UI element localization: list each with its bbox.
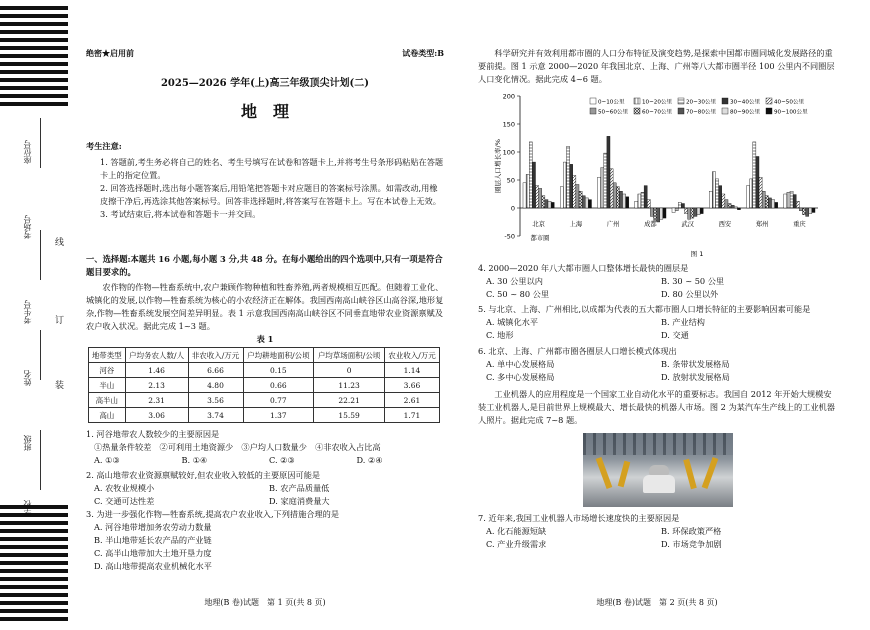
legend-label: 0~10公里 — [598, 99, 625, 106]
y-axis-label: 圈层人口增长率/% — [494, 139, 502, 193]
bar — [697, 208, 700, 215]
bind-mark-staple: 订 — [55, 316, 65, 326]
legend-swatch — [590, 98, 596, 104]
bar — [576, 184, 579, 208]
x-tick-label: 北京 — [532, 221, 545, 228]
bar — [747, 186, 750, 208]
bar — [709, 191, 712, 208]
bar — [768, 198, 771, 208]
q4-option-d[interactable]: D. 80 公里以外 — [661, 289, 719, 299]
x-tick-label: 武汉 — [681, 221, 694, 228]
x-tick-label: 重庆 — [793, 221, 806, 228]
field-class: 班级 — [23, 435, 32, 451]
table-header: 农业收入/万元 — [384, 348, 439, 363]
legend-label: 20~30公里 — [686, 99, 717, 106]
bar — [579, 191, 582, 208]
bar — [560, 187, 563, 208]
bar — [545, 200, 548, 208]
y-tick-label: 100 — [502, 148, 515, 157]
notes-list — [100, 156, 444, 221]
bar — [728, 204, 731, 208]
legend-swatch — [634, 98, 640, 104]
bar — [691, 208, 694, 218]
legend-swatch — [766, 108, 772, 114]
bar — [638, 194, 641, 208]
question-5 — [478, 303, 836, 342]
bind-mark-line: 线 — [55, 238, 65, 248]
q2-option-c[interactable]: C. 交通可达性差 — [94, 496, 155, 506]
question-1 — [86, 428, 444, 467]
q2-stem: 2. 高山地带农业资源禀赋较好,但农业收入较低的主要原因可能是 — [86, 470, 321, 480]
bar — [601, 168, 604, 208]
q1-options — [86, 454, 444, 467]
q6-option-c[interactable]: C. 多中心发展格局 — [486, 372, 555, 382]
q5-option-d[interactable]: D. 交通 — [661, 330, 689, 340]
note-3: 3. 考试结束后,将本试卷和答题卡一并交回。 — [100, 209, 261, 219]
table-header: 非农收入/万元 — [188, 348, 243, 363]
bar — [765, 196, 768, 208]
bar — [803, 208, 806, 215]
binding-strip — [0, 0, 70, 630]
q1-option-d[interactable]: D. ②④ — [356, 455, 383, 465]
bar — [616, 187, 619, 208]
table-row: 河谷 1.46 6.66 0.15 0 1.14 — [89, 363, 440, 378]
top-stripes — [0, 6, 68, 110]
bar — [753, 142, 756, 208]
q7-option-a[interactable]: A. 化石能源短缺 — [486, 526, 547, 536]
bar — [719, 186, 722, 208]
section-heading: 一、选择题:本题共 16 小题,每小题 3 分,共 48 分。在每小题给出的四个选项中,只有一项是符合题目要求的。 — [86, 254, 443, 277]
q6-option-d[interactable]: D. 放射状发展格局 — [661, 372, 730, 382]
bar — [750, 179, 753, 208]
legend-label: 30~40公里 — [730, 99, 761, 106]
x-tick-label: 西安 — [718, 221, 732, 228]
question-2 — [86, 469, 444, 508]
x-tick-label: 郑州 — [755, 221, 769, 228]
bar — [809, 208, 812, 214]
bar — [737, 208, 740, 210]
q3-option-b[interactable]: B. 半山地带延长农产品的产业链 — [94, 535, 212, 545]
field-seat-no: 座位号 — [23, 140, 32, 164]
bar — [548, 201, 551, 208]
bar — [529, 142, 532, 208]
y-tick-label: 0 — [510, 204, 515, 213]
bar — [716, 179, 719, 208]
bar — [635, 201, 638, 208]
bar — [623, 194, 626, 208]
bar — [644, 186, 647, 208]
bar — [650, 208, 653, 216]
bar — [793, 195, 796, 208]
chart-caption: 图 1 — [690, 250, 704, 258]
q7-option-c[interactable]: C. 产业升级需求 — [486, 539, 547, 549]
bar — [610, 169, 613, 208]
table-header: 户均草场面积/公顷 — [314, 348, 385, 363]
bar — [641, 192, 644, 208]
x-axis-label: 都市圈 — [530, 235, 550, 242]
bar — [734, 207, 737, 208]
bar — [678, 202, 681, 208]
q3-stem: 3. 为进一步强化作物—牲畜系统,提高农户农业收入,下列措施合理的是 — [86, 509, 340, 519]
bar — [626, 197, 629, 208]
field-school: 学校 — [23, 500, 32, 516]
bar — [759, 177, 762, 208]
question-3 — [86, 508, 444, 573]
bar — [688, 208, 691, 219]
x-tick-label: 成都 — [644, 221, 657, 228]
bar — [542, 196, 545, 208]
bar — [672, 208, 675, 212]
bar — [551, 202, 554, 208]
legend-label: 60~70公里 — [642, 109, 673, 116]
table-header: 户均务农人数/人 — [125, 348, 188, 363]
bottom-stripes — [0, 505, 68, 625]
x-tick-label: 广州 — [606, 221, 620, 228]
population-chart — [478, 90, 836, 258]
bind-mark-pack: 装 — [55, 381, 65, 391]
bar — [799, 208, 802, 211]
q3-option-a[interactable]: A. 河谷地带增加务农劳动力数量 — [94, 522, 212, 532]
legend-label: 40~50公里 — [774, 99, 805, 106]
q7-stem: 7. 近年来,我国工业机器人市场增长速度快的主要原因是 — [478, 513, 680, 523]
q1-option-c[interactable]: C. ②③ — [269, 455, 295, 465]
bar — [787, 192, 790, 208]
bar — [700, 208, 703, 214]
notes-heading: 考生注意: — [86, 141, 122, 151]
bar — [722, 194, 725, 208]
subject-title: 地 理 — [240, 102, 289, 121]
q1-items: ①热量条件较差 ②可利用土地资源少 ③户均人口数量少 ④非农收入占比高 — [94, 442, 381, 452]
legend-swatch — [678, 98, 684, 104]
bar — [523, 183, 526, 208]
bar — [563, 162, 566, 208]
q1-stem: 1. 河谷地带农人数较少的主要原因是 — [86, 429, 220, 439]
legend-swatch — [678, 108, 684, 114]
page-footer-2: 地理(B 卷)试题 第 2 页(共 8 页) — [596, 598, 718, 607]
bar — [657, 208, 660, 222]
note-1: 1. 答题前,考生务必将自己的姓名、考生号填写在试卷和答题卡上,并将考生号条形码粘贴在答题卡上的指定位置。 — [100, 157, 444, 180]
bar — [660, 208, 663, 219]
exam-title: 2025—2026 学年(上)高三年级顶尖计划(二) — [160, 78, 370, 89]
paper-type: 试卷类型:B — [402, 48, 444, 58]
bar — [775, 202, 778, 208]
bar — [532, 162, 535, 208]
bar — [573, 176, 576, 208]
q7-option-d[interactable]: D. 市场竞争加剧 — [661, 539, 722, 549]
q6-option-b[interactable]: B. 条带状发展格局 — [661, 359, 730, 369]
table-caption: 表 1 — [256, 334, 274, 344]
note-2: 2. 回答选择题时,选出每小题答案后,用铅笔把答题卡对应题目的答案标号涂黑。如需改动,用橡皮擦干净后,再选涂其他答案标号。回答非选择题时,将答案写在答题卡上。写在本试卷上无效。 — [100, 183, 441, 206]
legend-label: 80~90公里 — [730, 109, 761, 116]
bar — [675, 208, 678, 211]
q4-stem: 4. 2000—2020 年八大都市圈人口整体增长最快的圈层是 — [478, 263, 689, 273]
table-header: 地带类型 — [89, 348, 126, 363]
field-candidate-no: 考生号 — [23, 300, 32, 324]
bar — [654, 208, 657, 220]
bar — [806, 208, 809, 216]
bar — [663, 208, 666, 218]
robot-photo — [583, 433, 733, 507]
bar — [526, 174, 529, 208]
bar — [536, 186, 539, 208]
legend-swatch — [634, 108, 640, 114]
y-tick-label: 200 — [502, 92, 515, 101]
data-table — [88, 347, 440, 423]
bar — [694, 208, 697, 216]
q5-option-a[interactable]: A. 城镇化水平 — [486, 317, 539, 327]
question-6 — [478, 345, 836, 384]
bar — [582, 196, 585, 208]
bar — [539, 188, 542, 208]
question-7 — [478, 512, 836, 551]
legend-swatch — [590, 108, 596, 114]
table-row: 半山 2.13 4.80 0.66 11.23 3.66 — [89, 378, 440, 393]
q4-option-b[interactable]: B. 30 ~ 50 公里 — [661, 276, 725, 286]
table-header: 户均耕地面积/公顷 — [243, 348, 314, 363]
passage-1: 农作物的作物—牲畜系统中,农户兼顾作物种植和牲畜养殖,两者规模相互匹配。但随着工业化、城镇化的发展,以作物—牲畜系统为核心的小农经济正在解体。我国西南高山峡谷区山高谷深,地形复杂,作物—牲畜系统发展空间差异明显。表 1 示意我国西南高山峡谷区不同垂直地带农业资源禀赋及农户收入状况。据此完成 1~3 题。 — [86, 282, 444, 331]
q7-option-b[interactable]: B. 环保政策严格 — [661, 526, 722, 536]
field-name: 姓名 — [23, 370, 32, 386]
q3-option-c[interactable]: C. 高半山地带加大土地开垦力度 — [94, 548, 212, 558]
bar — [570, 164, 573, 208]
q2-option-b[interactable]: B. 农产品质量低 — [269, 483, 330, 493]
passage-3: 工业机器人的应用程度是一个国家工业自动化水平的重要标志。我国自 2012 年开始大规模安装工业机器人,是目前世界上规模最大、增长最快的机器人市场。图 2 为某汽车生产线上的工业机器人照片。据此完成 7~8 题。 — [478, 389, 835, 425]
q4-option-c[interactable]: C. 50 ~ 80 公里 — [486, 289, 550, 299]
table-row: 高半山 2.31 3.56 0.77 22.21 2.61 — [89, 393, 440, 408]
q2-option-d[interactable]: D. 家庭消费量大 — [269, 496, 330, 506]
page-footer-1: 地理(B 卷)试题 第 1 页(共 8 页) — [204, 598, 326, 607]
bar — [613, 183, 616, 208]
legend-label: 90~100公里 — [774, 109, 808, 116]
secret-label: 绝密★启用前 — [86, 48, 134, 58]
q4-option-a[interactable]: A. 30 公里以内 — [486, 276, 543, 286]
page-2 — [478, 0, 836, 607]
bar — [585, 198, 588, 208]
legend-swatch — [722, 108, 728, 114]
bar — [567, 146, 570, 208]
y-tick-label: 150 — [502, 120, 515, 129]
bar — [588, 200, 591, 208]
q3-option-d[interactable]: D. 高山地带提高农业机械化水平 — [94, 561, 212, 571]
bar — [812, 208, 815, 212]
x-tick-label: 上海 — [569, 221, 583, 228]
legend-label: 10~20公里 — [642, 99, 673, 106]
question-4 — [478, 262, 836, 301]
bar — [685, 208, 688, 214]
y-tick-label: 50 — [506, 176, 515, 185]
bar — [647, 200, 650, 208]
q5-option-c[interactable]: C. 地形 — [486, 330, 514, 340]
bar — [790, 191, 793, 208]
bar — [784, 194, 787, 208]
bar — [796, 201, 799, 208]
bar — [731, 205, 734, 208]
q1-option-a[interactable]: A. ①③ — [94, 455, 120, 465]
table-row: 高山 3.06 3.74 1.37 15.59 1.71 — [89, 408, 440, 423]
q6-stem: 6. 北京、上海、广州都市圈各圈层人口增长模式体现出 — [478, 346, 677, 356]
bar — [772, 200, 775, 208]
bar — [725, 200, 728, 208]
bar — [604, 153, 607, 208]
q5-stem: 5. 与北京、上海、广州相比,以成都为代表的五大都市圈人口增长特征的主要影响因素可能是 — [478, 304, 811, 314]
bar — [607, 136, 610, 208]
q1-option-b[interactable]: B. ①④ — [181, 455, 208, 465]
bar — [681, 204, 684, 208]
bar — [756, 156, 759, 208]
bar — [598, 177, 601, 208]
legend-swatch — [722, 98, 728, 104]
field-room-no: 考场号 — [23, 215, 32, 239]
bar — [619, 191, 622, 208]
q5-option-b[interactable]: B. 产业结构 — [661, 317, 705, 327]
q2-option-a[interactable]: A. 农牧业规模小 — [94, 483, 155, 493]
legend-swatch — [766, 98, 772, 104]
legend-label: 50~60公里 — [598, 109, 629, 116]
bar — [712, 172, 715, 208]
y-tick-label: -50 — [504, 232, 515, 241]
table-header-row — [89, 348, 440, 363]
passage-2: 科学研究并有效利用都市圈的人口分布特征及演变趋势,是探索中国都市圈同城化发展路径的重要前提。图 1 示意 2000—2020 年我国北京、上海、广州等八大都市圈半径 100 公里内不同圈层人口变化情况。据此完成 4~6 题。 — [478, 48, 835, 84]
q6-option-a[interactable]: A. 单中心发展格局 — [486, 359, 555, 369]
bar — [762, 191, 765, 208]
legend-label: 70~80公里 — [686, 109, 717, 116]
